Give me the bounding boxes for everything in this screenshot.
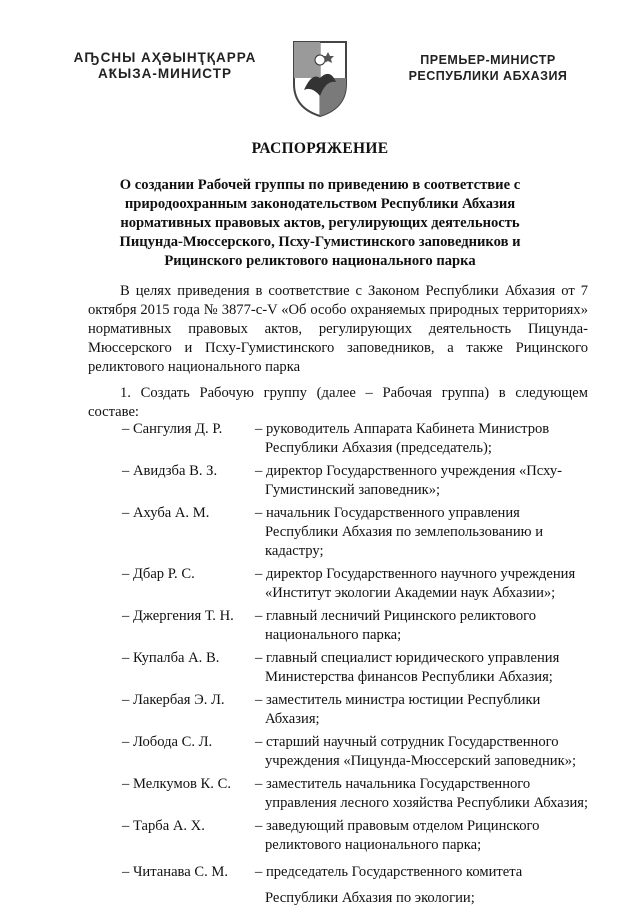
header-right-title (408, 52, 568, 84)
document-subject: О создании Рабочей группы по приведению в соответствие с природоохранным законодательством Республики Абхазия нормативных правовых актов, регулирующих деятельность Пицунда-Мюссерского, Псху-Гумистинского заповедников и Рицинского реликтового национального парка (119, 177, 521, 269)
member-item (122, 607, 592, 645)
header-left-title (60, 50, 270, 82)
member-item (122, 504, 592, 561)
member-name: – Тарба А. Х. (122, 818, 205, 834)
member-name: – Авидзба В. З. (122, 463, 218, 479)
member-item (122, 733, 592, 771)
header-left-line2: АҞЫЗА-МИНИСТР (98, 66, 232, 81)
member-name: – Джергения Т. Н. (122, 608, 234, 624)
member-role: – заместитель министра юстиции Республики Абхазия; (255, 692, 541, 727)
member-item (122, 462, 592, 500)
member-item (122, 817, 592, 855)
member-role: – руководитель Аппарата Кабинета Министров Республики Абхазия (председатель); (255, 421, 550, 456)
members-list (122, 420, 592, 915)
header-right-line1: ПРЕМЬЕР-МИНИСТР (420, 53, 556, 67)
abkhazia-coat-of-arms-icon (290, 38, 350, 118)
member-role: – председатель Государственного комитета Республики Абхазия по экологии; (255, 864, 523, 906)
clause-1-paragraph: 1. Создать Рабочую группу (далее – Рабочая группа) в следующем составе: (88, 385, 588, 420)
member-role: – заведующий правовым отделом Рицинского реликтового национального парка; (255, 818, 540, 853)
member-item (122, 691, 592, 729)
member-role: – директор Государственного учреждения «Псху-Гумистинский заповедник»; (255, 463, 562, 498)
member-name: – Дбар Р. С. (122, 566, 195, 582)
member-name: – Лобода С. Л. (122, 734, 213, 750)
member-role: – старший научный сотрудник Государственного учреждения «Пицунда-Мюссерский заповедник»; (255, 734, 577, 769)
header-right-line2: РЕСПУБЛИКИ АБХАЗИЯ (408, 69, 568, 83)
member-role: – директор Государственного научного учреждения «Институт экологии Академии наук Абхазии»; (255, 566, 576, 601)
member-role: – заместитель начальника Государственного управления лесного хозяйства Республики Абхазия; (255, 776, 589, 811)
preamble-paragraph: В целях приведения в соответствие с Законом Республики Абхазия от 7 октября 2015 года № 3877-с-V «Об особо охраняемых природных территориях» нормативных правовых актов, регулирующих деятельность Пицунда-Мюссерского и Псху-Гумистинского заповедников, а также Рицинского реликтового национального парка (88, 283, 588, 375)
member-role: – главный специалист юридического управления Министерства финансов Республики Абхазия; (255, 650, 560, 685)
member-item (122, 420, 592, 458)
member-name: – Сангулия Д. Р. (122, 421, 223, 437)
member-item (122, 565, 592, 603)
member-name: – Мелкумов К. С. (122, 776, 231, 792)
member-item (122, 859, 592, 911)
member-item (122, 649, 592, 687)
member-name: – Купалба А. В. (122, 650, 220, 666)
member-name: – Ахуба А. М. (122, 505, 210, 521)
member-role: – главный лесничий Рицинского реликтового национального парка; (255, 608, 537, 643)
document-title: РАСПОРЯЖЕНИЕ (251, 140, 389, 157)
header-left-line1: АҦСНЫ АҲӘЫНҬҚАРРА (73, 50, 257, 65)
member-name: – Читанава С. М. (122, 864, 229, 880)
member-name: – Лакербая Э. Л. (122, 692, 225, 708)
member-role: – начальник Государственного управления Республики Абхазия по землепользованию и кадастру; (255, 505, 544, 559)
member-item (122, 775, 592, 813)
